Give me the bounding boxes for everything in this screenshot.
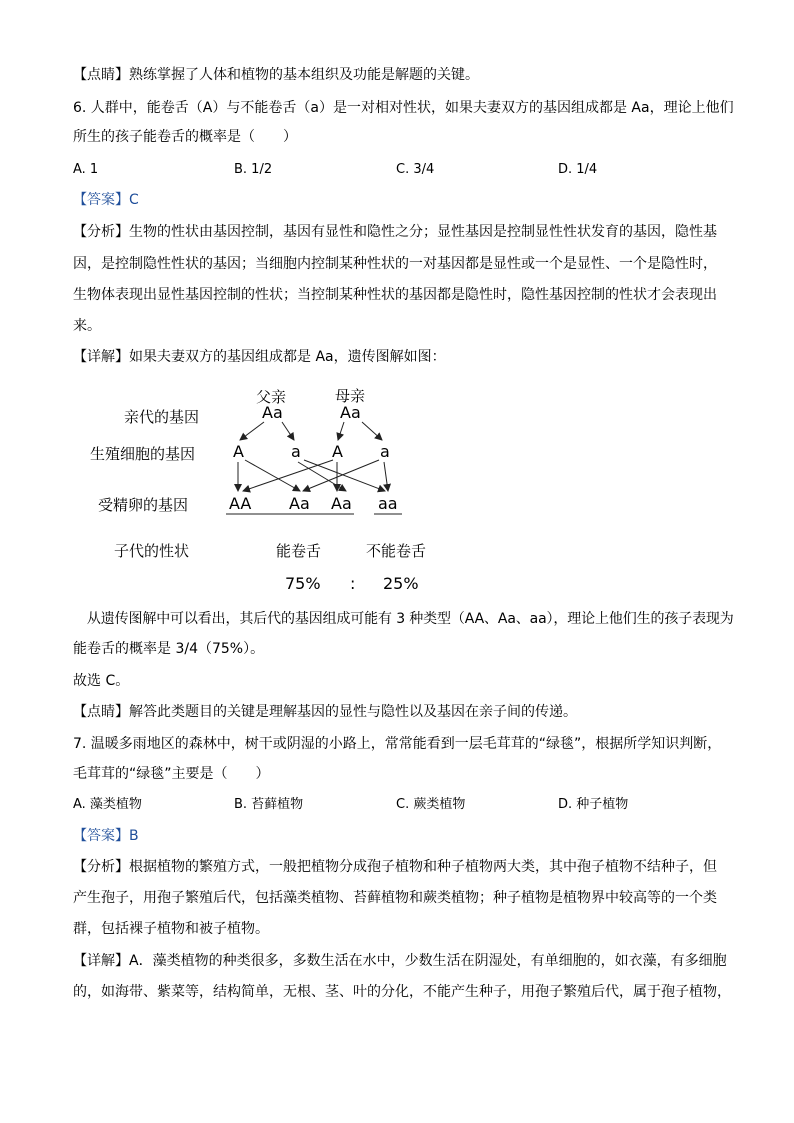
zygote-aa-hetero-2: Aa <box>331 494 352 513</box>
point-note-6: 【点睛】解答此类题目的关键是理解基因的显性与隐性以及基因在亲子间的传递。 <box>73 704 577 720</box>
mother-gene: Aa <box>340 403 361 422</box>
option-c: C. 蕨类植物 <box>396 797 466 812</box>
analysis-7-line-3: 群，包括裸子植物和被子植物。 <box>73 921 269 937</box>
row-label-parent: 亲代的基因 <box>124 408 200 426</box>
question-6-line-1: 6. 人群中，能卷舌（A）与不能卷舌（a）是一对相对性状，如果夫妻双方的基因组成都是 Aa，理论上他们 <box>73 100 734 116</box>
detail-7-line-1: 【详解】A．藻类植物的种类很多，多数生活在水中，少数生活在阴湿处，有单细胞的，如衣藻，有多细胞 <box>73 953 727 969</box>
ratio-colon: : <box>350 574 356 593</box>
question-7-line-1: 7. 温暖多雨地区的森林中，树干或阴湿的小路上，常常能看到一层毛茸茸的“绿毯”，根据所学知识判断， <box>73 736 722 752</box>
option-a: A. 藻类植物 <box>73 797 142 812</box>
question-7-line-2: 毛茸茸的“绿毯”主要是（ ） <box>73 766 270 782</box>
row-label-gamete: 生殖细胞的基因 <box>90 445 196 463</box>
option-b: B. 1/2 <box>234 162 273 177</box>
option-d: D. 种子植物 <box>558 797 629 812</box>
question-6-line-2: 所生的孩子能卷舌的概率是（ ） <box>73 129 297 145</box>
option-a: A. 1 <box>73 162 99 177</box>
trait-non-rolling: 不能卷舌 <box>366 542 427 560</box>
detail-6: 【详解】如果夫妻双方的基因组成都是 Aa，遗传图解如图： <box>73 349 446 365</box>
ratio-rolling: 75% <box>285 574 321 593</box>
zygote-aa-dominant: AA <box>229 494 252 513</box>
option-c: C. 3/4 <box>396 162 435 177</box>
row-label-zygote: 受精卵的基因 <box>98 496 189 514</box>
zygote-aa-recessive: aa <box>378 494 398 513</box>
option-b: B. 苔藓植物 <box>234 797 304 812</box>
gamete-father-a-recessive: a <box>291 442 301 461</box>
analysis-6-line-1: 【分析】生物的性状由基因控制，基因有显性和隐性之分；显性基因是控制显性性状发育的基因，隐性基 <box>73 224 717 240</box>
father-gene: Aa <box>262 403 283 422</box>
analysis-6-line-3: 生物体表现出显性基因控制的性状；当控制某种性状的基因都是隐性时，隐性基因控制的性状才会表现出 <box>73 287 717 303</box>
answer-7: 【答案】B <box>73 828 139 844</box>
analysis-7-line-2: 产生孢子，用孢子繁殖后代，包括藻类植物、苔藓植物和蕨类植物；种子植物是植物界中较高等的一个类 <box>73 890 717 906</box>
father-label: 父亲 <box>256 388 287 406</box>
detail-7-line-2: 的，如海带、紫菜等，结构简单，无根、茎、叶的分化，不能产生种子，用孢子繁殖后代，属于孢子植物， <box>73 984 731 1000</box>
row-label-trait: 子代的性状 <box>114 542 190 560</box>
trait-rolling: 能卷舌 <box>276 542 322 560</box>
mother-label: 母亲 <box>335 387 366 405</box>
point-note-1: 【点睛】熟练掌握了人体和植物的基本组织及功能是解题的关键。 <box>73 67 479 83</box>
gamete-mother-a-recessive: a <box>380 442 390 461</box>
choose-6: 故选 C。 <box>73 673 130 689</box>
conclusion-6-line-1: 从遗传图解中可以看出，其后代的基因组成可能有 3 种类型（AA、Aa、aa），理论上他们生的孩子表现为 <box>73 611 734 627</box>
conclusion-6-line-2: 能卷舌的概率是 3/4（75%）。 <box>73 641 265 657</box>
option-d: D. 1/4 <box>558 162 598 177</box>
analysis-6-line-2: 因，是控制隐性性状的基因；当细胞内控制某种性状的一对基因都是显性或一个是显性、一个是隐性时， <box>73 256 717 272</box>
analysis-7-line-1: 【分析】根据植物的繁殖方式，一般把植物分成孢子植物和种子植物两大类，其中孢子植物不结种子，但 <box>73 859 717 875</box>
answer-6: 【答案】C <box>73 192 139 208</box>
analysis-6-line-4: 来。 <box>73 318 101 334</box>
gamete-mother-a-dominant: A <box>332 442 343 461</box>
zygote-aa-hetero-1: Aa <box>289 494 310 513</box>
gamete-father-a-dominant: A <box>233 442 244 461</box>
ratio-non-rolling: 25% <box>383 574 419 593</box>
